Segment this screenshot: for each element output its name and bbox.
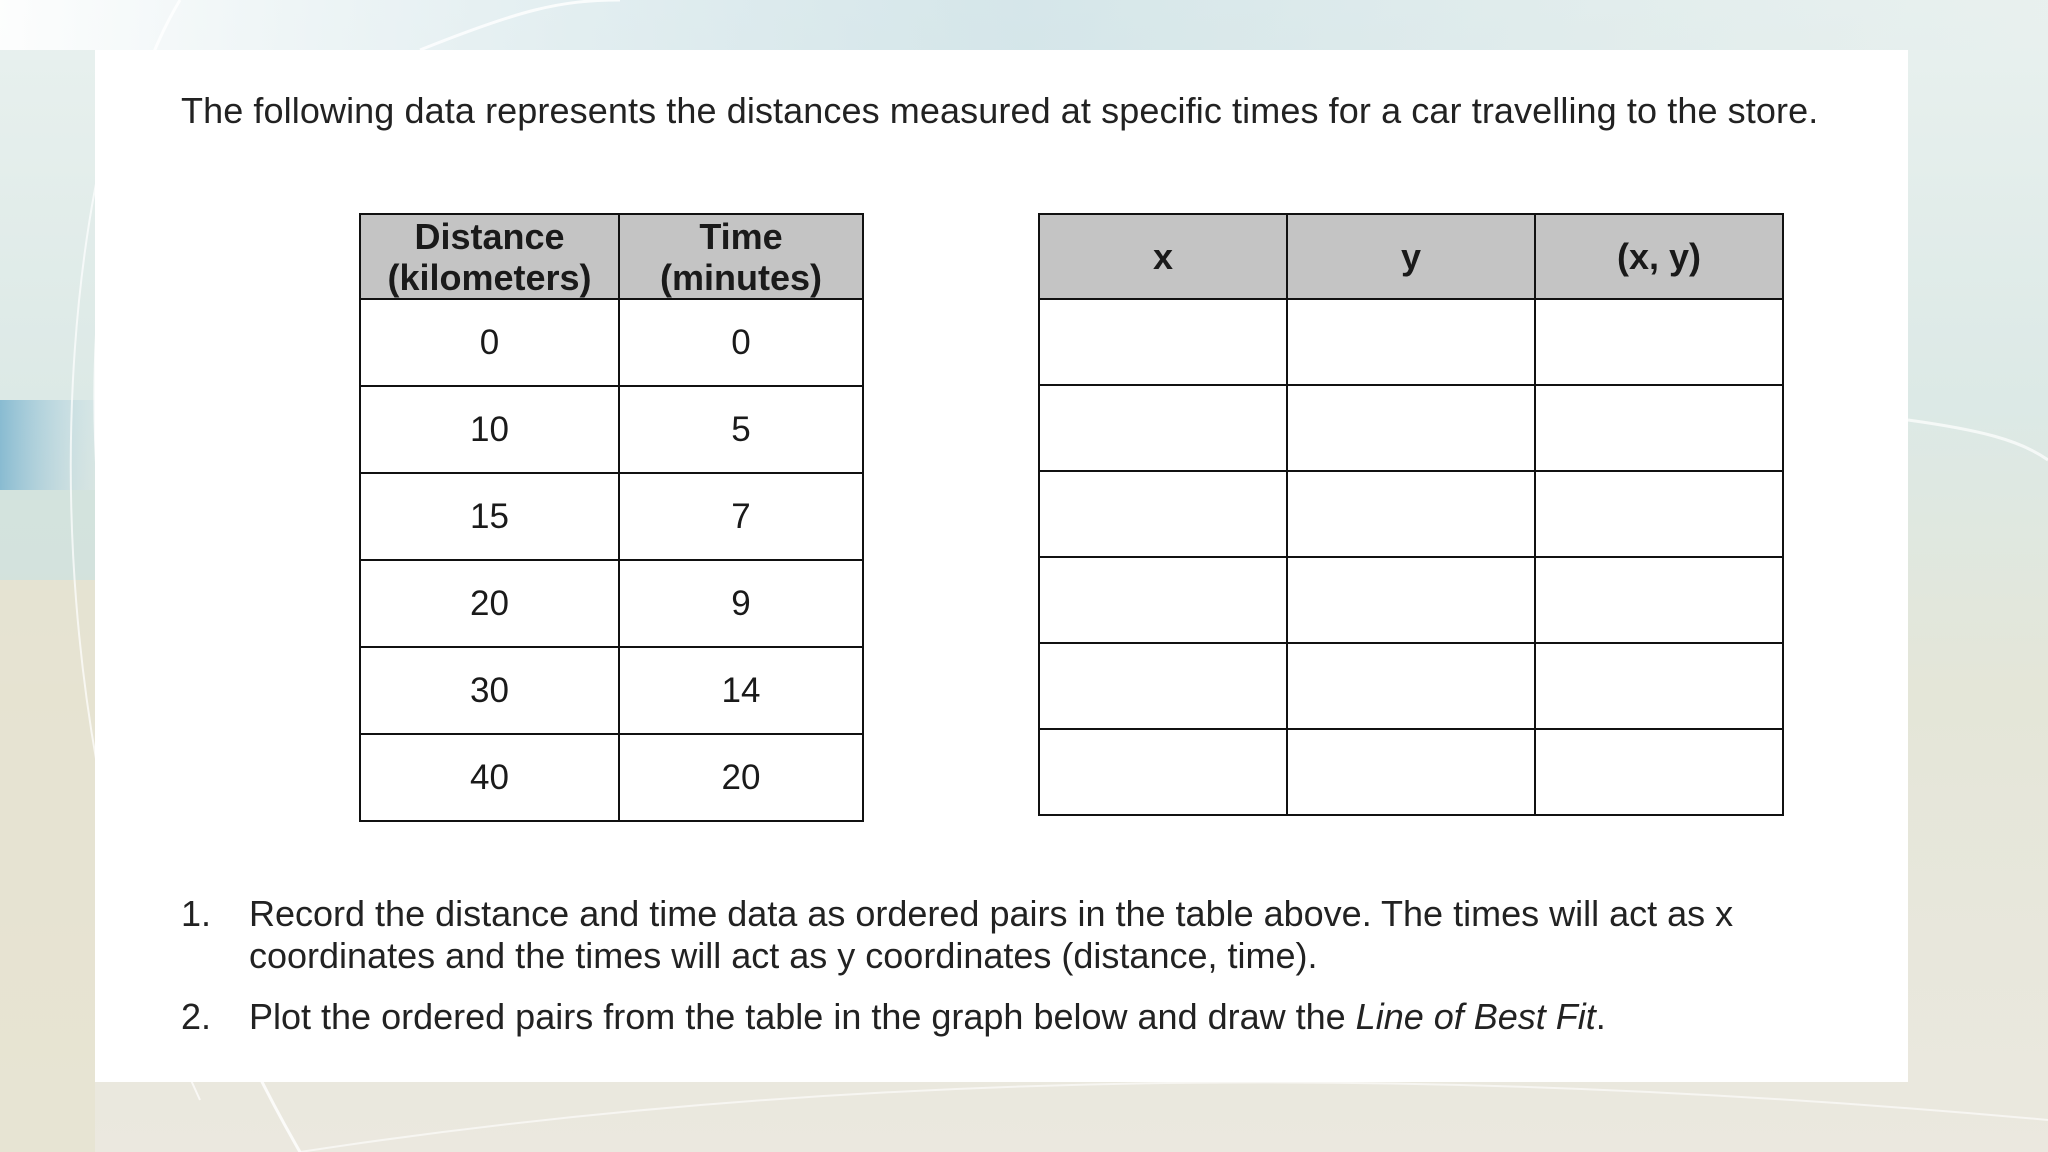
x-header: x (1039, 214, 1287, 299)
time-cell: 20 (619, 734, 863, 821)
question-number: 1. (181, 893, 212, 934)
x-cell[interactable] (1039, 557, 1287, 643)
question-text: Record the distance and time data as ordered pairs in the table above. The times will act as x coordinates and the times will act as y coordinates (distance, time). (249, 893, 1734, 976)
time-cell: 9 (619, 560, 863, 647)
time-header: Time (minutes) (619, 214, 863, 299)
y-cell[interactable] (1287, 729, 1535, 815)
y-cell[interactable] (1287, 557, 1535, 643)
table-row (1039, 385, 1783, 471)
xy-header: (x, y) (1535, 214, 1783, 299)
time-cell: 0 (619, 299, 863, 386)
table-row (1039, 471, 1783, 557)
table-header-row (1039, 214, 1783, 299)
distance-cell: 15 (360, 473, 619, 560)
table-row (360, 734, 863, 821)
x-cell[interactable] (1039, 385, 1287, 471)
questions-list (181, 893, 1861, 1057)
time-cell: 5 (619, 386, 863, 473)
distance-time-table (359, 213, 864, 822)
table-row (360, 299, 863, 386)
table-row (360, 560, 863, 647)
y-cell[interactable] (1287, 385, 1535, 471)
worksheet-card (95, 50, 1908, 1082)
table-row (1039, 299, 1783, 385)
distance-cell: 10 (360, 386, 619, 473)
intro-text: The following data represents the distances measured at specific times for a car travelling to the store. (181, 90, 1819, 131)
xy-cell[interactable] (1535, 729, 1783, 815)
question-text: Plot the ordered pairs from the table in the graph below and draw the (249, 996, 1356, 1037)
x-cell[interactable] (1039, 471, 1287, 557)
time-cell: 14 (619, 647, 863, 734)
table-row (1039, 643, 1783, 729)
table-row (360, 647, 863, 734)
xy-cell[interactable] (1535, 471, 1783, 557)
question-1 (181, 893, 1861, 977)
distance-cell: 40 (360, 734, 619, 821)
x-cell[interactable] (1039, 299, 1287, 385)
table-row (1039, 729, 1783, 815)
ordered-pairs-table (1038, 213, 1784, 816)
x-cell[interactable] (1039, 643, 1287, 729)
question-number: 2. (181, 996, 212, 1037)
xy-cell[interactable] (1535, 643, 1783, 729)
xy-cell[interactable] (1535, 557, 1783, 643)
distance-cell: 20 (360, 560, 619, 647)
table-header-row (360, 214, 863, 299)
xy-cell[interactable] (1535, 385, 1783, 471)
distance-cell: 0 (360, 299, 619, 386)
y-header: y (1287, 214, 1535, 299)
distance-header: Distance (kilometers) (360, 214, 619, 299)
distance-cell: 30 (360, 647, 619, 734)
xy-cell[interactable] (1535, 299, 1783, 385)
table-row (360, 473, 863, 560)
line-of-best-fit-term: Line of Best Fit (1355, 996, 1596, 1037)
table-row (360, 386, 863, 473)
y-cell[interactable] (1287, 643, 1535, 729)
y-cell[interactable] (1287, 471, 1535, 557)
y-cell[interactable] (1287, 299, 1535, 385)
question-2: 2. Plot the ordered pairs from the table in the graph below and draw the Line of Best Fit. (181, 996, 1606, 1037)
time-cell: 7 (619, 473, 863, 560)
table-row (1039, 557, 1783, 643)
x-cell[interactable] (1039, 729, 1287, 815)
